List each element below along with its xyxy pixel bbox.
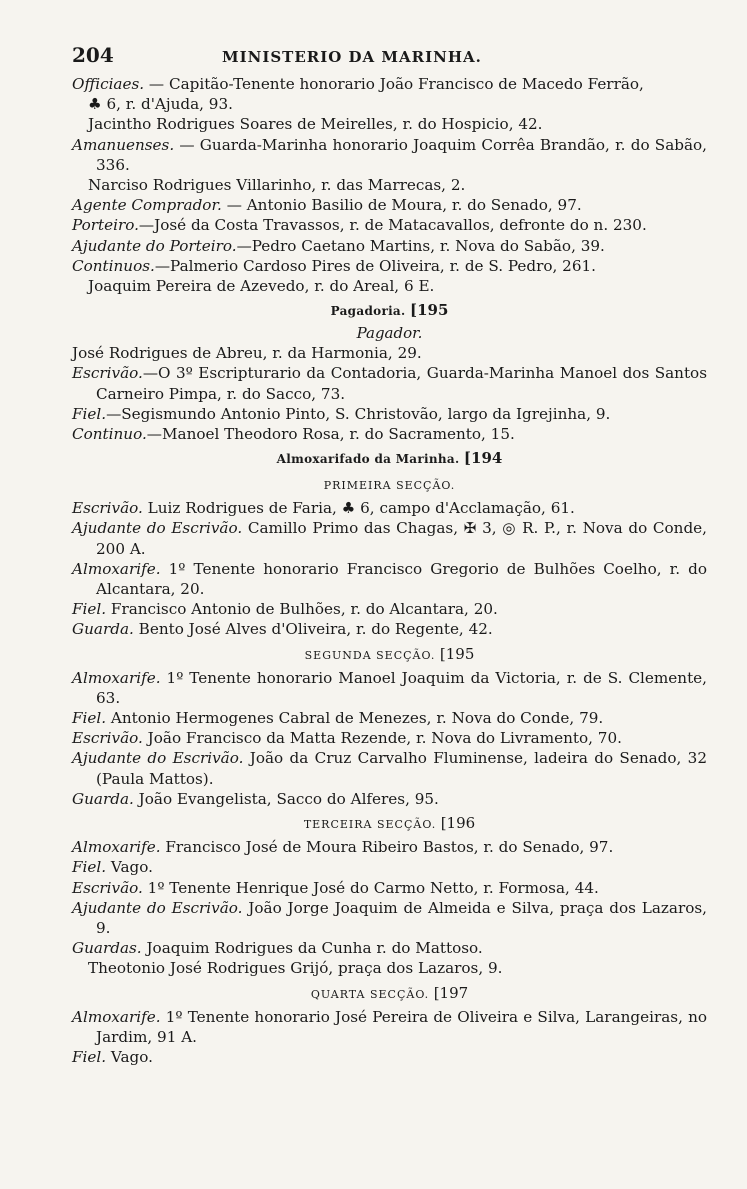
entry: Escrivão. 1º Tenente Henrique José do Carmo Netto, r. Formosa, 44. <box>72 878 599 897</box>
officiaes-block <box>72 74 707 296</box>
entry: Fiel. Antonio Hermogenes Cabral de Menezes, r. Nova do Conde, 79. <box>72 709 604 728</box>
entry: Theotonio José Rodrigues Grijó, praça dos Lazaros, 9. <box>88 959 503 978</box>
entry: Fiel. Vago. <box>72 1047 153 1066</box>
entry: Guarda. Bento José Alves d'Oliveira, r. do Regente, 42. <box>72 620 493 639</box>
subheading-pagador: Pagador. <box>356 324 423 343</box>
entry: Amanuenses. — Guarda-Marinha honorario Joaquim Corrêa Brandão, r. do Sabão, 336. <box>72 135 707 174</box>
section-heading-terceira: TERCEIRA SECÇÃO. [196 <box>303 814 476 833</box>
pagadoria-block <box>72 343 707 444</box>
entry: Joaquim Pereira de Azevedo, r. do Areal, 6 E. <box>88 277 435 296</box>
entry: Escrivão. Luiz Rodrigues de Faria, ♣ 6, campo d'Acclamação, 61. <box>72 499 575 518</box>
entry: Almoxarife. 1º Tenente honorario José Pereira de Oliveira e Silva, Larangeiras, no Jardim, 91 A. <box>72 1007 707 1046</box>
entry: Ajudante do Porteiro.—Pedro Caetano Martins, r. Nova do Sabão, 39. <box>72 236 605 255</box>
page-number: 204 <box>72 43 114 67</box>
entry: Porteiro.—José da Costa Travassos, r. de Matacavallos, defronte do n. 230. <box>72 216 647 235</box>
terceira-block <box>72 837 707 978</box>
running-title: MINISTERIO DA MARINHA. <box>222 48 482 66</box>
entry: Agente Comprador. — Antonio Basilio de Moura, r. do Senado, 97. <box>72 196 582 215</box>
entry: Almoxarife. 1º Tenente honorario Francisco Gregorio de Bulhões Coelho, r. do Alcantara, 20. <box>72 559 708 599</box>
entry: Officiaes. — Capitão-Tenente honorario João Francisco de Macedo Ferrão, <box>72 75 644 93</box>
entry: Almoxarife. Francisco José de Moura Ribeiro Bastos, r. do Senado, 97. <box>72 838 614 857</box>
section-heading-pagadoria: Pagadoria. [195 <box>330 301 449 320</box>
entry: ♣ 6, r. d'Ajuda, 93. <box>88 95 233 114</box>
entry: Fiel.—Segismundo Antonio Pinto, S. Christovão, largo da Igrejinha, 9. <box>72 404 611 423</box>
section-heading-almoxarifado: Almoxarifado da Marinha. [194 <box>276 449 503 468</box>
entry: Continuo.—Manoel Theodoro Rosa, r. do Sacramento, 15. <box>72 425 515 444</box>
entry: Almoxarife. 1º Tenente honorario Manoel Joaquim da Victoria, r. de S. Clemente, 63. <box>72 668 707 707</box>
entry: Ajudante do Escrivão. Camillo Primo das Chagas, ✠ 3, ◎ R. P., r. Nova do Conde, 200 A. <box>72 519 707 558</box>
entry: Escrivão.—O 3º Escripturario da Contadoria, Guarda-Marinha Manoel dos Santos Carneiro Pimpa, r. do Sacco, 73. <box>72 364 707 403</box>
entry: Continuos.—Palmerio Cardoso Pires de Oliveira, r. de S. Pedro, 261. <box>72 256 596 275</box>
entry: Ajudante do Escrivão. João Jorge Joaquim de Almeida e Silva, praça dos Lazaros, 9. <box>72 898 707 937</box>
entry: Guardas. Joaquim Rodrigues da Cunha r. do Mattoso. <box>72 939 483 958</box>
entry: Jacintho Rodrigues Soares de Meirelles, r. do Hospicio, 42. <box>88 115 543 134</box>
section-heading-primeira: PRIMEIRA SECÇÃO. <box>323 479 456 493</box>
entry: Narciso Rodrigues Villarinho, r. das Marrecas, 2. <box>88 176 466 195</box>
segunda-block <box>72 668 707 809</box>
entry: Fiel. Vago. <box>72 858 153 877</box>
quarta-block <box>72 1007 707 1068</box>
section-heading-quarta: QUARTA SECÇÃO. [197 <box>310 983 469 1002</box>
entry: Fiel. Francisco Antonio de Bulhões, r. do Alcantara, 20. <box>72 600 498 619</box>
entry: Escrivão. João Francisco da Matta Rezende, r. Nova do Livramento, 70. <box>72 729 622 748</box>
entry: Ajudante do Escrivão. João da Cruz Carvalho Fluminense, ladeira do Senado, 32 (Paula Mattos). <box>72 749 707 788</box>
entry: Guarda. João Evangelista, Sacco do Alferes, 95. <box>72 789 439 808</box>
page-header <box>72 44 707 68</box>
entry: José Rodrigues de Abreu, r. da Harmonia, 29. <box>72 344 422 363</box>
primeira-block <box>72 498 707 639</box>
section-heading-segunda: SEGUNDA SECÇÃO. [195 <box>304 644 475 663</box>
